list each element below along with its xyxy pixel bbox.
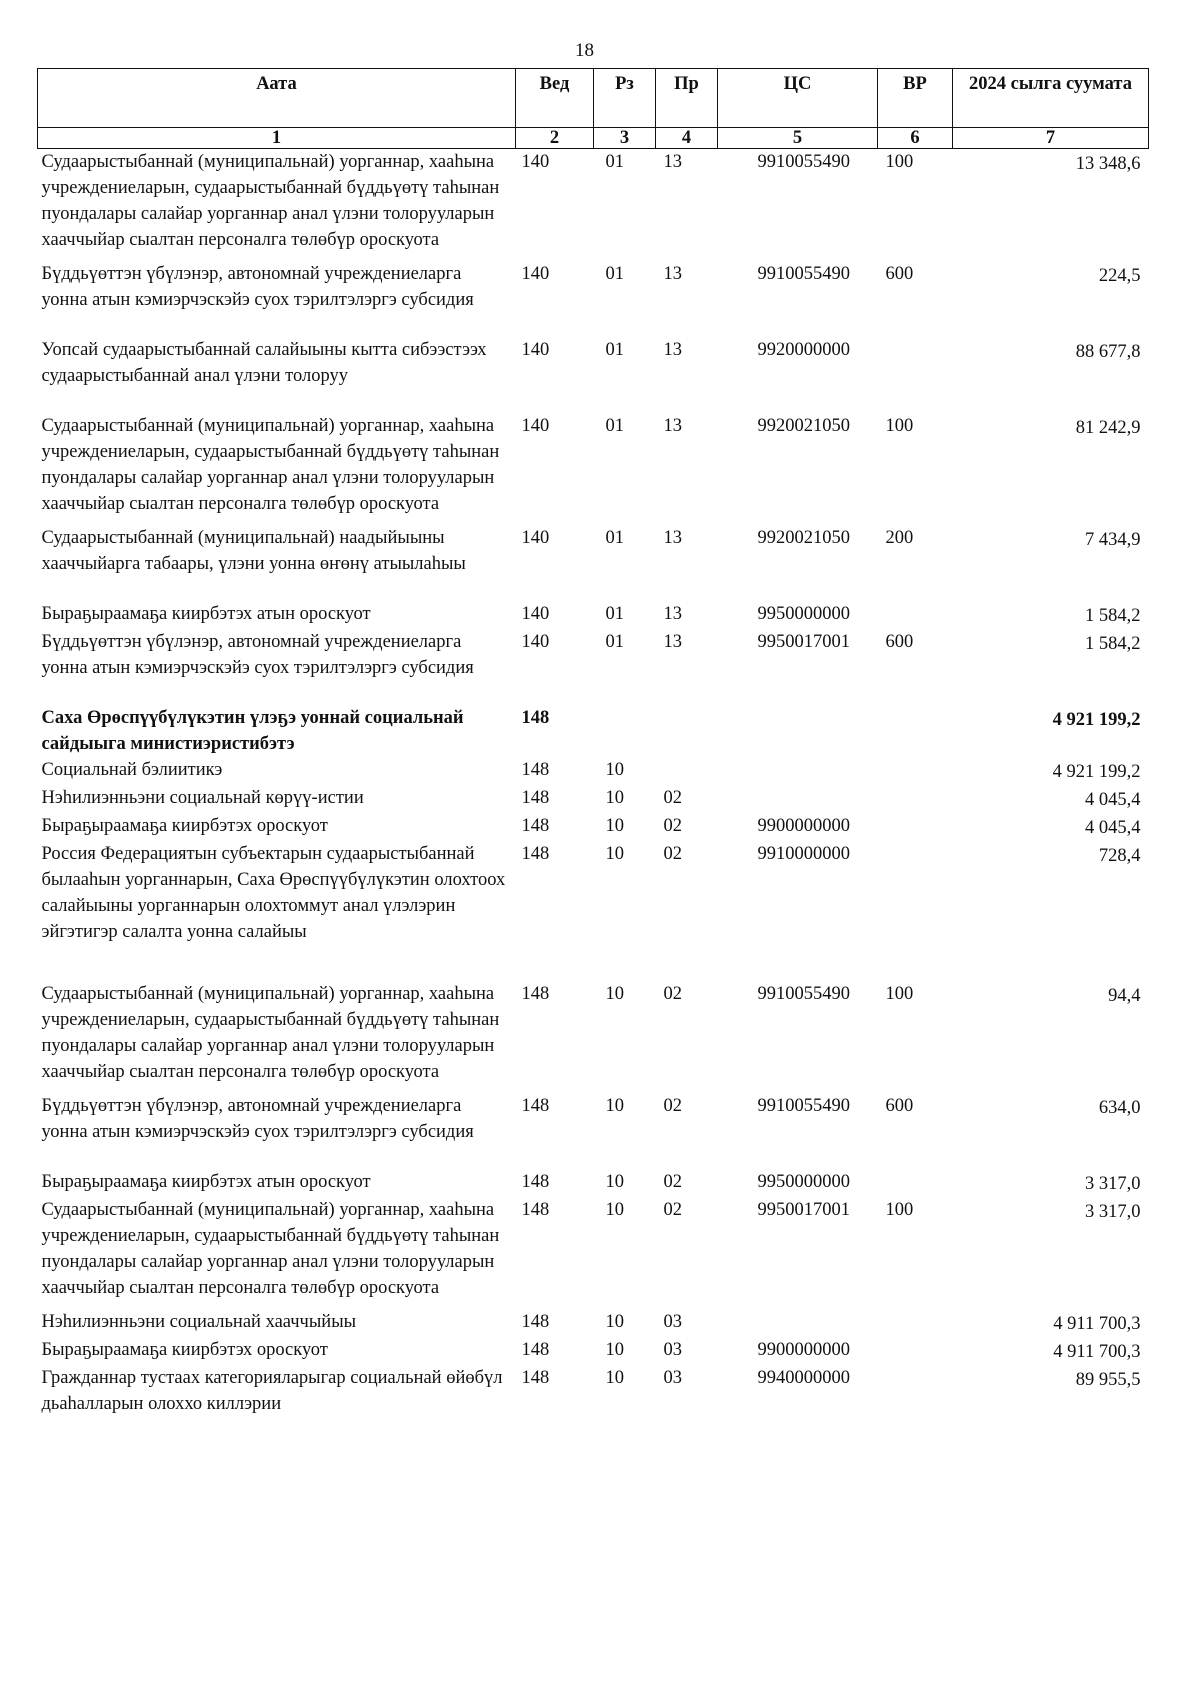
cell-pr	[656, 757, 718, 785]
cell-vr: 100	[885, 984, 914, 1004]
cell-name: Быраҕыраамаҕа киирбэтэх атын ороскуот	[41, 1172, 371, 1192]
cell-vr	[878, 337, 953, 413]
cell-sum: 3 317,0	[1085, 1174, 1141, 1194]
cell-ved: 148	[521, 1368, 550, 1388]
cell-cs: 9950017001	[757, 632, 850, 652]
table-row	[38, 813, 1149, 841]
cell-ved: 148	[521, 1312, 550, 1332]
cell-pr: 13	[663, 604, 682, 624]
header-row	[38, 69, 1149, 128]
cell-vr: 600	[885, 264, 914, 284]
cell-ved: 148	[521, 816, 550, 836]
cell-ved: 148	[521, 1096, 550, 1116]
cell-cs: 9910055490	[757, 152, 850, 172]
cell-vr: 100	[885, 152, 914, 172]
header-aata: Аата	[38, 69, 516, 128]
cell-name: Быраҕыраамаҕа киирбэтэх ороскуот	[41, 816, 328, 836]
cell-name: Судаарыстыбаннай (муниципальнай) уорганнар, хааһына учреждениеларын, судаарыстыбаннай бүддьүөтү таһынан пуондалары салайар уорганнар анал үлэни толорууларын хааччыйар сыалтан персоналга төлөбүр ороскуота	[41, 984, 500, 1082]
cell-rz: 10	[605, 760, 624, 780]
cell-vr	[878, 757, 953, 785]
cell-ved: 140	[521, 264, 550, 284]
cell-cs	[718, 705, 878, 757]
cell-cs: 9910055490	[757, 984, 850, 1004]
cell-pr: 13	[663, 528, 682, 548]
cell-pr: 03	[663, 1312, 682, 1332]
cell-ved: 148	[521, 760, 550, 780]
cell-rz: 01	[605, 340, 624, 360]
cell-name: Судаарыстыбаннай (муниципальнай) уорганнар, хааһына учреждениеларын, судаарыстыбаннай бүддьүөтү таһынан пуондалары салайар уорганнар анал үлэни толорууларын хааччыйар сыалтан персоналга төлөбүр ороскуота	[41, 416, 500, 514]
cell-rz: 10	[605, 1312, 624, 1332]
cell-cs: 9950017001	[757, 1200, 850, 1220]
column-number-row	[38, 128, 1149, 149]
column-number: 6	[878, 128, 953, 149]
cell-rz: 10	[605, 1172, 624, 1192]
cell-ved: 140	[521, 604, 550, 624]
header-cs: ЦС	[718, 69, 878, 128]
cell-name: Судаарыстыбаннай (муниципальнай) уорганнар, хааһына учреждениеларын, судаарыстыбаннай бүддьүөтү таһынан пуондалары салайар уорганнар анал үлэни толорууларын хааччыйар сыалтан персоналга төлөбүр ороскуота	[41, 152, 500, 250]
cell-pr: 13	[663, 264, 682, 284]
cell-name: Бүддьүөттэн үбүлэнэр, автономнай учреждениеларга уонна атын кэмиэрчэскэйэ суох тэрилтэлэргэ субсидия	[41, 1096, 474, 1142]
cell-name: Нэһилиэнньэни социальнай көрүү-истии	[41, 788, 364, 808]
cell-cs: 9910000000	[757, 844, 850, 864]
column-number: 1	[38, 128, 516, 149]
column-number: 3	[594, 128, 656, 149]
header-sum: 2024 сылга суумата	[953, 69, 1149, 128]
table-body	[38, 149, 1149, 1418]
table-row	[38, 601, 1149, 629]
cell-vr	[878, 841, 953, 981]
cell-vr: 200	[885, 528, 914, 548]
table-row	[38, 1169, 1149, 1197]
table-row	[38, 629, 1149, 705]
cell-vr: 100	[885, 416, 914, 436]
cell-ved: 140	[521, 528, 550, 548]
cell-pr: 02	[663, 1172, 682, 1192]
cell-rz: 10	[605, 816, 624, 836]
cell-vr	[878, 1309, 953, 1337]
cell-sum: 4 921 199,2	[1052, 762, 1141, 782]
table-row	[38, 1093, 1149, 1169]
cell-cs: 9940000000	[757, 1368, 850, 1388]
cell-pr: 13	[663, 340, 682, 360]
cell-sum: 728,4	[1098, 846, 1141, 866]
table-row	[38, 261, 1149, 337]
cell-cs	[718, 1309, 878, 1337]
cell-sum: 88 677,8	[1075, 342, 1141, 362]
cell-sum: 7 434,9	[1085, 530, 1141, 550]
cell-name: Бүддьүөттэн үбүлэнэр, автономнай учреждениеларга уонна атын кэмиэрчэскэйэ суох тэрилтэлэргэ субсидия	[41, 264, 474, 310]
column-number: 5	[718, 128, 878, 149]
cell-sum: 4 921 199,2	[1052, 710, 1141, 730]
header-pr: Пр	[656, 69, 718, 128]
cell-vr	[878, 1337, 953, 1365]
cell-pr: 02	[663, 844, 682, 864]
cell-vr: 600	[885, 1096, 914, 1116]
cell-name: Нэһилиэнньэни социальнай хааччыйыы	[41, 1312, 357, 1332]
table-row	[38, 1197, 1149, 1309]
cell-vr: 600	[885, 632, 914, 652]
cell-sum: 224,5	[1098, 266, 1141, 286]
cell-ved: 148	[521, 1172, 550, 1192]
cell-sum: 1 584,2	[1085, 606, 1141, 626]
cell-sum: 89 955,5	[1075, 1370, 1141, 1390]
cell-name: Уопсай судаарыстыбаннай салайыыны кытта сибээстээх судаарыстыбаннай анал үлэни толоруу	[41, 340, 487, 386]
budget-table	[37, 68, 1149, 1417]
table-row	[38, 1365, 1149, 1417]
cell-vr	[878, 705, 953, 757]
cell-name: Быраҕыраамаҕа киирбэтэх атын ороскуот	[41, 604, 371, 624]
cell-name: Судаарыстыбаннай (муниципальнай) уорганнар, хааһына учреждениеларын, судаарыстыбаннай бүддьүөтү таһынан пуондалары салайар уорганнар анал үлэни толорууларын хааччыйар сыалтан персоналга төлөбүр ороскуота	[41, 1200, 500, 1298]
cell-vr	[878, 1365, 953, 1417]
table-row	[38, 981, 1149, 1093]
cell-pr	[656, 705, 718, 757]
cell-rz: 10	[605, 844, 624, 864]
cell-name: Гражданнар тустаах категорияларыгар социальнай өйөбүл дьаһалларын олоххо киллэрии	[41, 1368, 503, 1414]
cell-vr: 100	[885, 1200, 914, 1220]
cell-rz: 01	[605, 264, 624, 284]
cell-cs: 9910055490	[757, 1096, 850, 1116]
column-number: 2	[516, 128, 594, 149]
header-rz: Рз	[594, 69, 656, 128]
cell-sum: 4 045,4	[1085, 818, 1141, 838]
cell-pr: 02	[663, 788, 682, 808]
cell-name: Быраҕыраамаҕа киирбэтэх ороскуот	[41, 1340, 328, 1360]
cell-name: Судаарыстыбаннай (муниципальнай) наадыйыыны хааччыйарга табаары, үлэни уонна өҥөнү атыылаһыы	[41, 528, 466, 574]
cell-cs: 9900000000	[757, 1340, 850, 1360]
cell-name: Россия Федерациятын субъектарын судаарыстыбаннай былааһын уорганнарын, Саха Өрөспүүбүлүкэтин олохтоох салайыыны уорганнарын олохтоммут анал үлэлэрин эйгэтигэр салалта уонна салайыы	[41, 844, 506, 942]
cell-rz: 10	[605, 984, 624, 1004]
cell-ved: 148	[521, 1200, 550, 1220]
cell-pr: 13	[663, 416, 682, 436]
cell-sum: 634,0	[1098, 1098, 1141, 1118]
cell-pr: 02	[663, 1096, 682, 1116]
cell-rz: 10	[605, 1368, 624, 1388]
cell-sum: 4 911 700,3	[1053, 1314, 1141, 1334]
cell-rz: 01	[605, 152, 624, 172]
column-number: 7	[953, 128, 1149, 149]
table-row	[38, 705, 1149, 757]
cell-rz: 10	[605, 1340, 624, 1360]
cell-cs	[718, 785, 878, 813]
cell-rz	[594, 705, 656, 757]
cell-name: Бүддьүөттэн үбүлэнэр, автономнай учреждениеларга уонна атын кэмиэрчэскэйэ суох тэрилтэлэргэ субсидия	[41, 632, 474, 678]
table-row	[38, 757, 1149, 785]
cell-pr: 03	[663, 1340, 682, 1360]
cell-pr: 02	[663, 816, 682, 836]
cell-sum: 13 348,6	[1075, 154, 1141, 174]
page-number: 18	[575, 40, 594, 61]
cell-pr: 13	[663, 632, 682, 652]
cell-ved: 140	[521, 416, 550, 436]
cell-ved: 148	[521, 844, 550, 864]
cell-sum: 1 584,2	[1085, 634, 1141, 654]
cell-sum: 3 317,0	[1085, 1202, 1141, 1222]
cell-cs: 9920000000	[757, 340, 850, 360]
header-ved: Вед	[516, 69, 594, 128]
cell-cs: 9900000000	[757, 816, 850, 836]
cell-sum: 94,4	[1108, 986, 1141, 1006]
cell-cs: 9920021050	[757, 528, 850, 548]
cell-ved: 140	[521, 340, 550, 360]
cell-pr: 03	[663, 1368, 682, 1388]
cell-ved: 148	[521, 1340, 550, 1360]
table-row	[38, 785, 1149, 813]
cell-ved: 148	[521, 788, 550, 808]
cell-rz: 01	[605, 416, 624, 436]
cell-name: Социальнай бэлиитикэ	[41, 760, 223, 780]
cell-vr	[878, 1169, 953, 1197]
cell-rz: 10	[605, 1200, 624, 1220]
cell-sum: 81 242,9	[1075, 418, 1141, 438]
cell-ved: 140	[521, 152, 550, 172]
cell-ved: 148	[521, 708, 550, 728]
cell-cs	[718, 757, 878, 785]
cell-cs: 9920021050	[757, 416, 850, 436]
table-row	[38, 337, 1149, 413]
table-row	[38, 525, 1149, 601]
cell-ved: 140	[521, 632, 550, 652]
column-number: 4	[656, 128, 718, 149]
header-vr: ВР	[878, 69, 953, 128]
cell-pr: 02	[663, 1200, 682, 1220]
table-row	[38, 1337, 1149, 1365]
cell-cs: 9910055490	[757, 264, 850, 284]
cell-cs: 9950000000	[757, 604, 850, 624]
cell-pr: 13	[663, 152, 682, 172]
cell-vr	[878, 601, 953, 629]
table-row	[38, 1309, 1149, 1337]
cell-rz: 10	[605, 1096, 624, 1116]
cell-sum: 4 045,4	[1085, 790, 1141, 810]
cell-rz: 10	[605, 788, 624, 808]
cell-cs: 9950000000	[757, 1172, 850, 1192]
table-row	[38, 413, 1149, 525]
cell-name: Саха Өрөспүүбүлүкэтин үлэҕэ уоннай социальнай сайдыыга министиэристибэтэ	[41, 708, 464, 754]
cell-rz: 01	[605, 632, 624, 652]
cell-rz: 01	[605, 528, 624, 548]
cell-vr	[878, 813, 953, 841]
cell-vr	[878, 785, 953, 813]
table-row	[38, 149, 1149, 262]
cell-ved: 148	[521, 984, 550, 1004]
cell-rz: 01	[605, 604, 624, 624]
cell-sum: 4 911 700,3	[1053, 1342, 1141, 1362]
table-row	[38, 841, 1149, 981]
cell-pr: 02	[663, 984, 682, 1004]
